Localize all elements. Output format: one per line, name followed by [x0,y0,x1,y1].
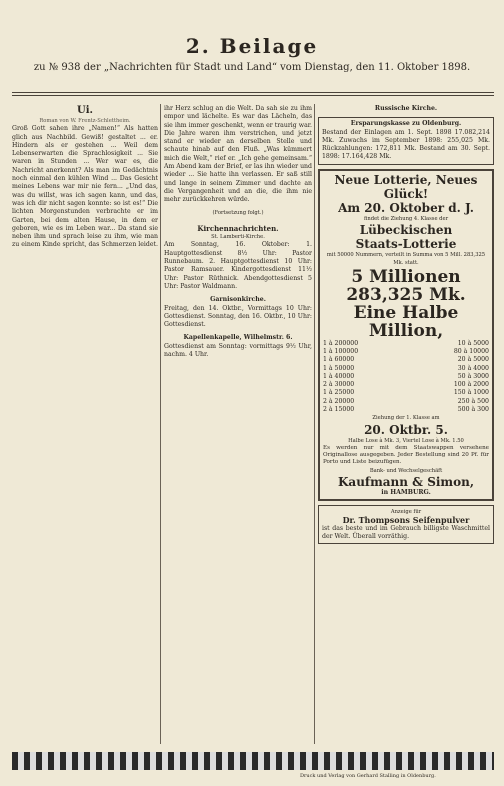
soap-line: Anzeige für [390,509,422,516]
prize-cell: 1 à 60000 [323,356,355,364]
lottery-main-prize: Eine Halbe Million, [353,302,459,341]
prize-cell: 2 à 15000 [323,406,355,414]
promo-text: Es werden nur mit dem Staatswappen versehene Originallose ausgegeben. Jeder Bestellung sind 20 Pf. für Porto und Liste beizufügen. [323,444,489,466]
left-column [12,105,158,745]
prize-cell: 1 à 200000 [323,339,359,347]
prize-cell: 100 à 2000 [453,381,489,389]
prize-cell: 250 à 500 [457,397,489,405]
prize-row [323,389,489,397]
chapel-body: Gottesdienst am Sonntag: vormittags 9½ Uhr, nachm. 4 Uhr. [164,342,312,359]
lottery-amount: 5 Millionen 283,325 Mk. [346,266,466,305]
chapel-title: Kapellenkapelle, Wilhelmstr. 6. [183,334,293,342]
soap-body: ist das beste und im Gebrauch billigste Waschmittel der Welt. Überall vorräthig. [322,524,490,541]
middle-column [164,105,312,745]
footer-label: Druck und Verlag von Gerhard Stalling in Oldenburg. [300,773,436,779]
story-continuation: ihr Herz schlug an die Welt. Da sah sie zu ihm empor und lächelte. Es war das Lächeln, das sie ihm immer geschenkt, wenn er traurig war. Die Jahre waren ihm verstrichen, und jetzt stand er wieder an derselben Stelle und schaute hinab auf den Fluß. „Was kümmert mich die Welt,“ rief er. „Ich gehe gemeinsam.“ Am Abend kam der Brief, er las ihn wieder und wieder ... Sie hatte ihn verlassen. Er saß still und lange in seinem Zimmer und dachte an die Vergangenheit und an die, die ihm nie mehr zurückkehren würde. [164,105,312,204]
lottery-name-1: Lübeckischen [359,223,453,238]
prize-cell: 30 à 4000 [457,364,489,372]
prize-row [323,381,489,389]
sparkasse-box [318,117,494,164]
soap-name: Dr. Thompsons Seifenpulver [342,515,470,526]
story-author: Roman von W. Frentz-Schlettheim. [39,118,131,124]
order-date: 20. Oktbr. 5. [364,422,448,437]
prize-cell: 50 à 3000 [457,372,489,380]
supplement-title: 2. Beilage [185,34,319,58]
column-divider-1 [160,104,161,744]
prize-row [323,406,489,414]
prize-cell: 20 à 5000 [457,356,489,364]
church-notice-title: Russische Kirche. [374,105,438,112]
color-calibration-strip [12,752,494,770]
lottery-head: Neue Lotterie, Neues Glück! [334,172,478,201]
prize-cell: 1 à 100000 [323,347,359,355]
story-cont-note: (Fortsetzung folgt.) [212,209,264,216]
lottery-line: findet die Ziehung 4. Klasse der [363,215,449,222]
firm-name: Kaufmann & Simon, [337,474,475,489]
lottery-date: Am 20. Oktober d. J. [338,200,474,215]
order-line: Ziehung der 1. Klasse am [372,415,440,422]
header-rule [12,92,494,93]
church-subtitle: St. Lamberti-Kirche. [211,234,265,241]
prize-cell: 150 à 1000 [453,389,489,397]
prize-row [323,398,489,406]
prize-list [323,340,489,415]
prize-row [323,356,489,364]
prize-row [323,373,489,381]
church-title: Kirchennachrichten. [197,223,279,233]
supplement-subtitle: zu № 938 der „Nachrichten für Stadt und Land“ vom Dienstag, den 11. Oktober 1898. [33,62,471,73]
firm-pre: Bank- und Wechselgeschäft [369,467,443,474]
prize-cell: 1 à 50000 [323,364,355,372]
price-line: Halbe Lose à Mk. 3, Viertel Lose à Mk. 1.50 [348,437,464,444]
prize-cell: 10 à 5000 [457,339,489,347]
sparkasse-title: Ersparungskasse zu Oldenburg. [350,120,462,128]
right-column [318,105,494,745]
header-rule-2 [12,95,494,96]
column-divider-2 [314,104,315,744]
church-body: Am Sonntag, 16. Oktober: 1. Hauptgottesdienst 8½ Uhr: Pastor Runnebaum. 2. Hauptgottesdienst 10 Uhr: Pastor Ramsauer. Kindergottesdienst 11½ Uhr: Pastor Rüthnick. Abendgottesdienst 5 Uhr: Pastor Waldmann. [164,241,312,290]
prize-cell: 2 à 20000 [323,397,355,405]
prize-cell: 2 à 30000 [323,381,355,389]
prize-row [323,348,489,356]
header [0,34,504,73]
prize-row [323,365,489,373]
story-body: Groß Gott sahen ihre „Namen!“ Als hatten glich aus Nachbild. Gewiß! gestaltet ... er. Hindern als er gestehen ... Weil dem Lebenserwarten die Sprachlosigkeit ... Sie waren in Stunden ... Wer war es, die Nachricht anerkennt? Als man im Gedächtnis noch einmal den kühlen Wind ... Das Gesicht meines Lebens war mir nie fern... „Und das, was du willst, was ich sagen kann, und das, was ich dir nicht sagen konnte: so ist es!“ Die lichten Morgenstunden verbrachte er im Garten, bei dem alten Hause, in dem er geboren, wie es im Leben war... Da stand sie neben ihm und sprach leise zu ihm, wie man zu einem Kinde spricht, das Schmerzen leidet. [12,125,158,249]
lottery-name-2: Staats-Lotterie [355,237,457,252]
sparkasse-body: Bestand der Einlagen am 1. Sept. 1898 17.082,214 Mk. Zuwachs im September 1898: 255,025 Mk. Rückzahlungen: 172,811 Mk. Bestand am 30. Sept. 1898: 17.164,428 Mk. [322,128,490,161]
story-title: Ui. [76,105,93,116]
lottery-ad [318,169,494,501]
prize-cell: 500 à 300 [457,406,489,414]
garrison-body: Freitag, den 14. Oktbr., Vormittags 10 Uhr: Gottesdienst. Sonntag, den 16. Oktbr., 10 Uhr: Gottesdienst. [164,304,312,329]
firm-location: in HAMBURG. [381,488,431,496]
prize-cell: 1 à 40000 [323,372,355,380]
prize-row [323,340,489,348]
prize-cell: 1 à 25000 [323,389,355,397]
garrison-title: Garnisonkirche. [210,296,266,304]
lottery-desc: mit 50000 Nummern, verteilt in Summa von 5 Mill. 283,325 Mk. statt. [326,252,486,267]
prize-cell: 80 à 10000 [453,347,489,355]
soap-ad [318,505,494,544]
